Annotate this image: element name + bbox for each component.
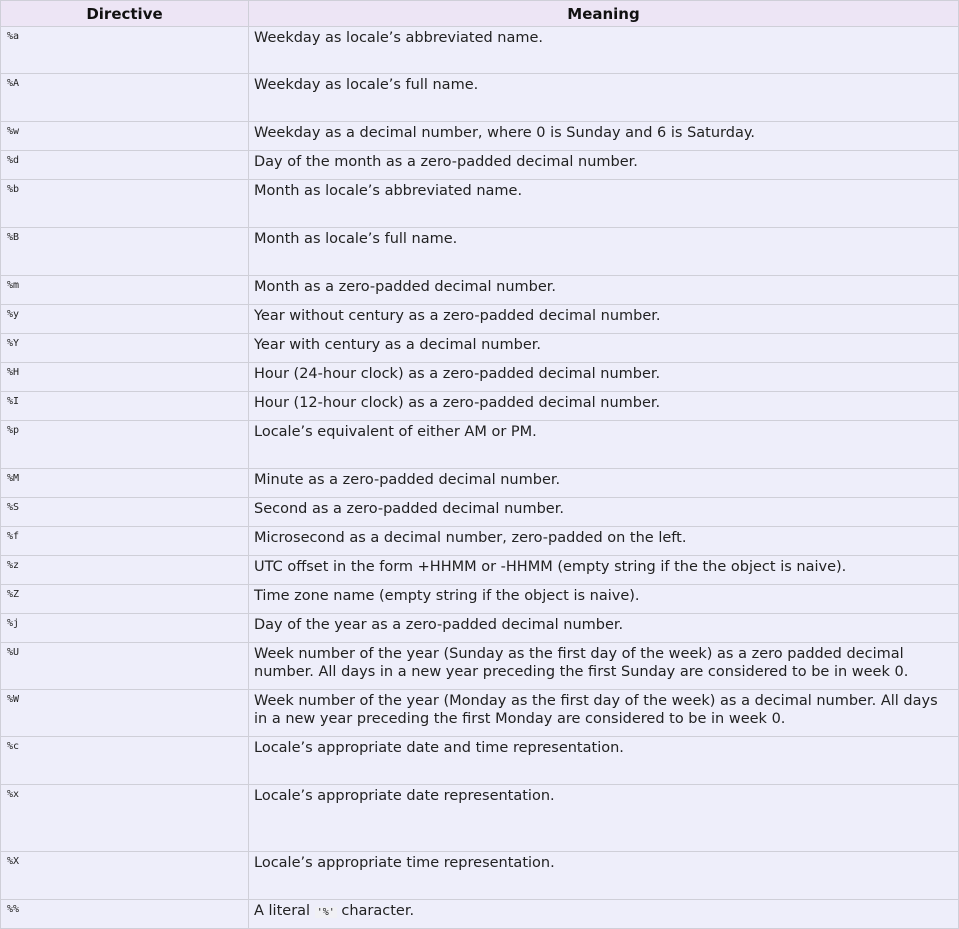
table-row (1, 334, 959, 363)
meaning-text-before: A literal (254, 903, 315, 919)
directive-column-header: Directive (1, 1, 249, 27)
directive-cell: %j (1, 614, 249, 643)
table-row (1, 305, 959, 334)
directive-cell: %f (1, 527, 249, 556)
directive-cell: %m (1, 276, 249, 305)
directive-cell: %z (1, 556, 249, 585)
table-row (1, 614, 959, 643)
table-row (1, 498, 959, 527)
table-row (1, 900, 959, 929)
meaning-cell: Minute as a zero-padded decimal number. (249, 469, 959, 498)
directive-cell: %H (1, 363, 249, 392)
meaning-cell: Week number of the year (Sunday as the first day of the week) as a zero padded decimal number. All days in a new year preceding the first Sunday are considered to be in week 0. (249, 643, 959, 690)
meaning-text-after: character. (336, 903, 415, 919)
meaning-column-header: Meaning (249, 1, 959, 27)
directive-cell: %c (1, 737, 249, 785)
directive-cell: %X (1, 852, 249, 900)
table-row (1, 469, 959, 498)
meaning-cell: Weekday as a decimal number, where 0 is Sunday and 6 is Saturday. (249, 122, 959, 151)
table-row (1, 392, 959, 421)
table-row (1, 363, 959, 392)
meaning-cell: UTC offset in the form +HHMM or -HHMM (empty string if the the object is naive). (249, 556, 959, 585)
directive-cell: %W (1, 690, 249, 737)
meaning-cell: Time zone name (empty string if the object is naive). (249, 585, 959, 614)
table-row (1, 556, 959, 585)
directive-cell: %y (1, 305, 249, 334)
directive-cell: %U (1, 643, 249, 690)
meaning-cell: Month as locale’s abbreviated name. (249, 180, 959, 228)
table-row (1, 690, 959, 737)
table-row (1, 151, 959, 180)
table-row (1, 180, 959, 228)
directive-cell: %d (1, 151, 249, 180)
directive-cell: %% (1, 900, 249, 929)
table-row (1, 122, 959, 151)
directive-cell: %x (1, 785, 249, 852)
meaning-cell: Second as a zero-padded decimal number. (249, 498, 959, 527)
meaning-cell: Year without century as a zero-padded decimal number. (249, 305, 959, 334)
meaning-cell: Locale’s equivalent of either AM or PM. (249, 421, 959, 469)
table-row (1, 421, 959, 469)
meaning-cell: Week number of the year (Monday as the first day of the week) as a decimal number. All days in a new year preceding the first Monday are considered to be in week 0. (249, 690, 959, 737)
meaning-cell: Locale’s appropriate time representation. (249, 852, 959, 900)
directive-cell: %p (1, 421, 249, 469)
directive-cell: %S (1, 498, 249, 527)
meaning-cell: Day of the month as a zero-padded decimal number. (249, 151, 959, 180)
meaning-cell: Hour (24-hour clock) as a zero-padded decimal number. (249, 363, 959, 392)
meaning-cell: Day of the year as a zero-padded decimal number. (249, 614, 959, 643)
directive-cell: %a (1, 27, 249, 74)
directive-cell: %Y (1, 334, 249, 363)
directive-cell: %b (1, 180, 249, 228)
directive-cell: %Z (1, 585, 249, 614)
table-row (1, 74, 959, 122)
meaning-cell: Weekday as locale’s full name. (249, 74, 959, 122)
table-row (1, 785, 959, 852)
table-row (1, 852, 959, 900)
table-row (1, 276, 959, 305)
meaning-cell (249, 900, 959, 929)
meaning-cell: Year with century as a decimal number. (249, 334, 959, 363)
directive-cell: %A (1, 74, 249, 122)
directive-cell: %M (1, 469, 249, 498)
directive-cell: %w (1, 122, 249, 151)
table-row (1, 737, 959, 785)
table-row (1, 527, 959, 556)
meaning-cell: Month as a zero-padded decimal number. (249, 276, 959, 305)
meaning-cell: Hour (12-hour clock) as a zero-padded decimal number. (249, 392, 959, 421)
table-row (1, 643, 959, 690)
meaning-cell: Microsecond as a decimal number, zero-padded on the left. (249, 527, 959, 556)
table-row (1, 228, 959, 276)
table-row (1, 585, 959, 614)
directive-cell: %B (1, 228, 249, 276)
literal-percent-code: '%' (316, 907, 335, 918)
meaning-cell: Locale’s appropriate date and time representation. (249, 737, 959, 785)
directive-cell: %I (1, 392, 249, 421)
meaning-cell: Weekday as locale’s abbreviated name. (249, 27, 959, 74)
header-row (1, 1, 959, 27)
table-row (1, 27, 959, 74)
meaning-cell: Month as locale’s full name. (249, 228, 959, 276)
meaning-cell: Locale’s appropriate date representation. (249, 785, 959, 852)
